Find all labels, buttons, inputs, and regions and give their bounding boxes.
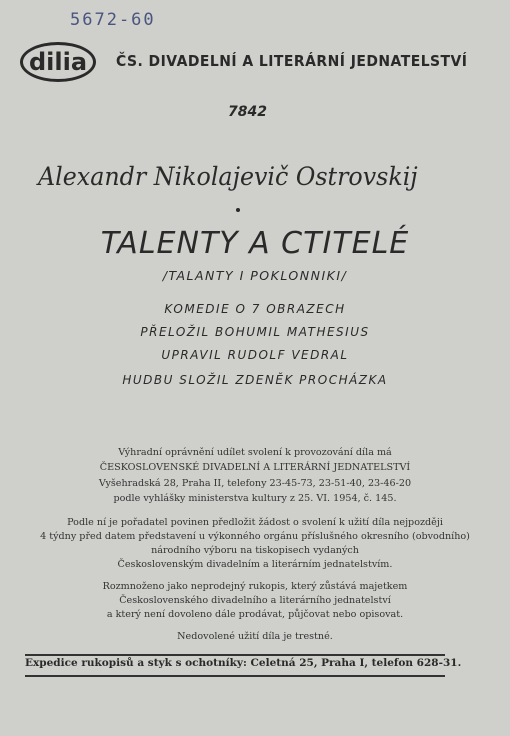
notice-line: Podle ní je pořadatel povinen předložit žádost o svolení k užití díla nejpozději [67,517,443,528]
credit-adapter: UPRAVIL RUDOLF VEDRAL [161,348,349,362]
separator-dot [236,208,240,212]
footer-contact: Expedice rukopisů a styk s ochotníky: Celetná 25, Praha I, telefon 628-31. [25,657,462,669]
notice-line: Rozmnoženo jako neprodejný rukopis, který zůstává majetkem [102,581,408,592]
credit-genre: KOMEDIE O 7 OBRAZECH [164,302,346,316]
author-name: Alexandr Nikolajevič Ostrovskij [38,162,418,191]
footer-rule-top [25,654,445,656]
notice-line: ČESKOSLOVENSKÉ DIVADELNÍ A LITERÁRNÍ JEDNATELSTVÍ [99,462,411,473]
notice-line: Československým divadelním a literárním jednatelstvím. [117,559,393,570]
inventory-stamp: 5672-60 [70,10,156,30]
credit-composer: HUDBU SLOŽIL ZDENĚK PROCHÁZKA [122,373,388,387]
notice-line: 4 týdny před datem představení u výkonného orgánu příslušného okresního (obvodního) [40,531,470,542]
notice-line: Vyšehradská 28, Praha II, telefony 23-45-73, 23-51-40, 23-46-20 [98,478,412,489]
dilia-logo: dilia [20,42,96,82]
credit-translator: PŘELOŽIL BOHUMIL MATHESIUS [140,325,370,339]
notice-line: Československého divadelního a literárního jednatelství [119,595,391,606]
original-title: /TALANTY I POKLONNIKI/ [162,268,348,283]
notice-line: podle vyhlášky ministerstva kultury z 25. VI. 1954, č. 145. [113,493,397,504]
play-title: TALENTY A CTITELÉ [100,226,410,261]
publisher-name: ČS. DIVADELNÍ A LITERÁRNÍ JEDNATELSTVÍ [116,52,468,70]
notice-line: a který není dovoleno dále prodávat, půjčovat nebo opisovat. [106,609,404,620]
notice-line: národního výboru na tiskopisech vydaných [151,545,359,556]
notice-line: Nedovolené užití díla je trestné. [177,631,333,642]
footer-rule-bottom [25,675,445,677]
notice-line: Výhradní oprávnění udílet svolení k provozování díla má [118,447,392,458]
catalog-number: 7842 [228,104,267,120]
